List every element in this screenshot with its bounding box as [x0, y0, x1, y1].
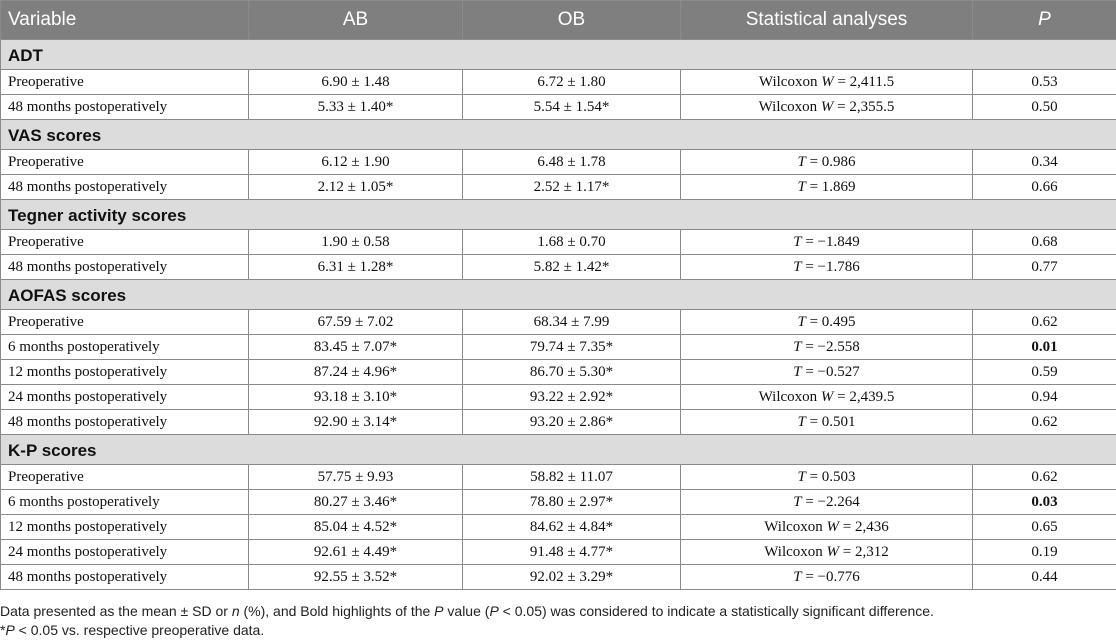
test-statistic-value: = −2.558 [801, 338, 860, 355]
statistical-analysis-cell [681, 490, 973, 515]
ob-cell: 78.80 ± 2.97* [463, 490, 681, 515]
p-value-cell: 0.62 [973, 310, 1116, 335]
statistical-analysis-cell [681, 360, 973, 385]
ab-cell: 67.59 ± 7.02 [249, 310, 463, 335]
test-statistic-value: = 1.869 [805, 178, 856, 195]
test-statistic-symbol: T [797, 313, 806, 330]
header-statistical-analyses: Statistical analyses [681, 1, 973, 40]
ab-cell: 57.75 ± 9.93 [249, 465, 463, 490]
section-row [1, 40, 1116, 70]
table-body [1, 40, 1116, 590]
p-value-cell: 0.44 [973, 565, 1116, 590]
ab-cell: 92.55 ± 3.52* [249, 565, 463, 590]
test-statistic-symbol: W [826, 543, 840, 560]
section-row [1, 280, 1116, 310]
variable-cell: 48 months postoperatively [1, 255, 249, 280]
footnote-text: < 0.05) was considered to indicate a statistically significant difference. [498, 603, 934, 619]
statistical-analysis-cell [681, 70, 973, 95]
test-statistic-value: = −0.776 [801, 568, 860, 585]
header-ab: AB [249, 1, 463, 40]
ob-cell: 79.74 ± 7.35* [463, 335, 681, 360]
test-statistic-symbol: W [820, 388, 834, 405]
test-statistic-symbol: T [793, 258, 802, 275]
test-statistic-symbol: W [820, 98, 834, 115]
section-row [1, 200, 1116, 230]
section-title: AOFAS scores [1, 280, 1116, 310]
header-ob: OB [463, 1, 681, 40]
table-row [1, 95, 1116, 120]
test-statistic-value: = 0.986 [805, 153, 856, 170]
ab-cell: 92.90 ± 3.14* [249, 410, 463, 435]
statistical-analysis-cell [681, 515, 973, 540]
section-title: K-P scores [1, 435, 1116, 465]
p-value-cell: 0.65 [973, 515, 1116, 540]
variable-cell: 48 months postoperatively [1, 175, 249, 200]
p-value-cell: 0.59 [973, 360, 1116, 385]
variable-cell: 6 months postoperatively [1, 490, 249, 515]
p-value-cell: 0.34 [973, 150, 1116, 175]
section-title: ADT [1, 40, 1116, 70]
ab-cell: 93.18 ± 3.10* [249, 385, 463, 410]
p-value-cell: 0.94 [973, 385, 1116, 410]
footnote-italic: n [231, 603, 240, 619]
section-title: VAS scores [1, 120, 1116, 150]
ab-cell: 80.27 ± 3.46* [249, 490, 463, 515]
ob-cell: 92.02 ± 3.29* [463, 565, 681, 590]
variable-cell: Preoperative [1, 230, 249, 255]
test-statistic-value: = 2,439.5 [833, 388, 895, 405]
test-statistic-value: = −0.527 [801, 363, 860, 380]
variable-cell: 12 months postoperatively [1, 360, 249, 385]
statistical-analysis-cell [681, 385, 973, 410]
table-row [1, 515, 1116, 540]
footnotes [0, 602, 1116, 640]
variable-cell: 6 months postoperatively [1, 335, 249, 360]
p-value-cell: 0.62 [973, 465, 1116, 490]
section-title: Tegner activity scores [1, 200, 1116, 230]
ob-cell: 58.82 ± 11.07 [463, 465, 681, 490]
ab-cell: 87.24 ± 4.96* [249, 360, 463, 385]
p-value-cell: 0.19 [973, 540, 1116, 565]
test-statistic-symbol: W [821, 73, 834, 90]
variable-cell: 24 months postoperatively [1, 385, 249, 410]
test-name: Wilcoxon [758, 73, 822, 90]
ob-cell: 91.48 ± 4.77* [463, 540, 681, 565]
footnote-asterisk [0, 621, 1116, 640]
test-statistic-value: = 0.495 [805, 313, 856, 330]
statistical-analysis-cell [681, 255, 973, 280]
section-row [1, 120, 1116, 150]
footnote-italic: P [5, 622, 15, 638]
table-row [1, 255, 1116, 280]
variable-cell: 48 months postoperatively [1, 565, 249, 590]
test-statistic-symbol: T [797, 178, 806, 195]
ab-cell: 1.90 ± 0.58 [249, 230, 463, 255]
test-name: Wilcoxon [758, 388, 821, 405]
statistical-analysis-cell [681, 310, 973, 335]
footnote-text: value ( [443, 603, 490, 619]
test-name: Wilcoxon [764, 518, 827, 535]
variable-cell: Preoperative [1, 150, 249, 175]
ab-cell: 6.12 ± 1.90 [249, 150, 463, 175]
ab-cell: 85.04 ± 4.52* [249, 515, 463, 540]
footnote-definition [0, 602, 1116, 621]
header-row [1, 1, 1116, 40]
ob-cell: 5.82 ± 1.42* [463, 255, 681, 280]
test-statistic-value: = 2,312 [839, 543, 889, 560]
ab-cell: 2.12 ± 1.05* [249, 175, 463, 200]
statistical-analysis-cell [681, 565, 973, 590]
table-row [1, 540, 1116, 565]
statistical-analysis-cell [681, 540, 973, 565]
p-value-cell: 0.50 [973, 95, 1116, 120]
table-row [1, 465, 1116, 490]
p-value-cell: 0.66 [973, 175, 1116, 200]
ob-cell: 93.22 ± 2.92* [463, 385, 681, 410]
test-statistic-value: = −1.786 [801, 258, 860, 275]
ob-cell: 93.20 ± 2.86* [463, 410, 681, 435]
table-row [1, 310, 1116, 335]
table-row [1, 490, 1116, 515]
variable-cell: Preoperative [1, 465, 249, 490]
variable-cell: Preoperative [1, 70, 249, 95]
ab-cell: 5.33 ± 1.40* [249, 95, 463, 120]
ob-cell: 1.68 ± 0.70 [463, 230, 681, 255]
table-row [1, 150, 1116, 175]
variable-cell: 48 months postoperatively [1, 410, 249, 435]
table-row [1, 230, 1116, 255]
test-statistic-value: = 0.501 [805, 413, 856, 430]
variable-cell: 48 months postoperatively [1, 95, 249, 120]
section-row [1, 435, 1116, 465]
test-name: Wilcoxon [758, 98, 821, 115]
test-statistic-value: = 2,355.5 [833, 98, 895, 115]
test-statistic-symbol: W [826, 518, 840, 535]
test-statistic-symbol: T [797, 153, 806, 170]
p-value-cell: 0.68 [973, 230, 1116, 255]
table-row [1, 385, 1116, 410]
test-name: Wilcoxon [764, 543, 827, 560]
ob-cell: 6.72 ± 1.80 [463, 70, 681, 95]
ab-cell: 6.90 ± 1.48 [249, 70, 463, 95]
footnote-text: Data presented as the mean ± SD or [0, 603, 232, 619]
p-value-cell: 0.53 [973, 70, 1116, 95]
test-statistic-symbol: T [793, 493, 802, 510]
ob-cell: 5.54 ± 1.54* [463, 95, 681, 120]
test-statistic-symbol: T [797, 413, 806, 430]
footnote-italic: P [434, 603, 444, 619]
ab-cell: 6.31 ± 1.28* [249, 255, 463, 280]
footnote-text: < 0.05 vs. respective preoperative data. [14, 622, 265, 638]
test-statistic-value: = 0.503 [805, 468, 856, 485]
test-statistic-symbol: T [793, 338, 802, 355]
variable-cell: 24 months postoperatively [1, 540, 249, 565]
test-statistic-value: = −2.264 [801, 493, 860, 510]
test-statistic-symbol: T [793, 568, 802, 585]
header-p: P [973, 1, 1116, 40]
ob-cell: 84.62 ± 4.84* [463, 515, 681, 540]
test-statistic-symbol: T [797, 468, 806, 485]
test-statistic-symbol: T [793, 233, 802, 250]
ob-cell: 6.48 ± 1.78 [463, 150, 681, 175]
statistical-analysis-cell [681, 335, 973, 360]
ab-cell: 92.61 ± 4.49* [249, 540, 463, 565]
table-row [1, 335, 1116, 360]
statistical-analysis-cell [681, 410, 973, 435]
statistical-analysis-cell [681, 175, 973, 200]
header-variable: Variable [1, 1, 249, 40]
table-row [1, 70, 1116, 95]
table-row [1, 565, 1116, 590]
statistical-analysis-cell [681, 95, 973, 120]
ob-cell: 68.34 ± 7.99 [463, 310, 681, 335]
table-row [1, 360, 1116, 385]
footnote-text: * [0, 622, 6, 638]
statistical-analysis-cell [681, 465, 973, 490]
ob-cell: 2.52 ± 1.17* [463, 175, 681, 200]
p-value-cell: 0.01 [973, 335, 1116, 360]
footnote-italic: P [489, 603, 499, 619]
footnote-text: (%), and Bold highlights of the [239, 603, 435, 619]
ob-cell: 86.70 ± 5.30* [463, 360, 681, 385]
p-value-cell: 0.77 [973, 255, 1116, 280]
test-statistic-symbol: T [793, 363, 802, 380]
statistical-analysis-cell [681, 230, 973, 255]
variable-cell: Preoperative [1, 310, 249, 335]
table-row [1, 410, 1116, 435]
test-statistic-value: = −1.849 [801, 233, 860, 250]
variable-cell: 12 months postoperatively [1, 515, 249, 540]
statistical-analysis-cell [681, 150, 973, 175]
test-statistic-value: = 2,411.5 [833, 73, 895, 90]
p-value-cell: 0.62 [973, 410, 1116, 435]
table-row [1, 175, 1116, 200]
test-statistic-value: = 2,436 [839, 518, 889, 535]
ab-cell: 83.45 ± 7.07* [249, 335, 463, 360]
p-value-cell: 0.03 [973, 490, 1116, 515]
